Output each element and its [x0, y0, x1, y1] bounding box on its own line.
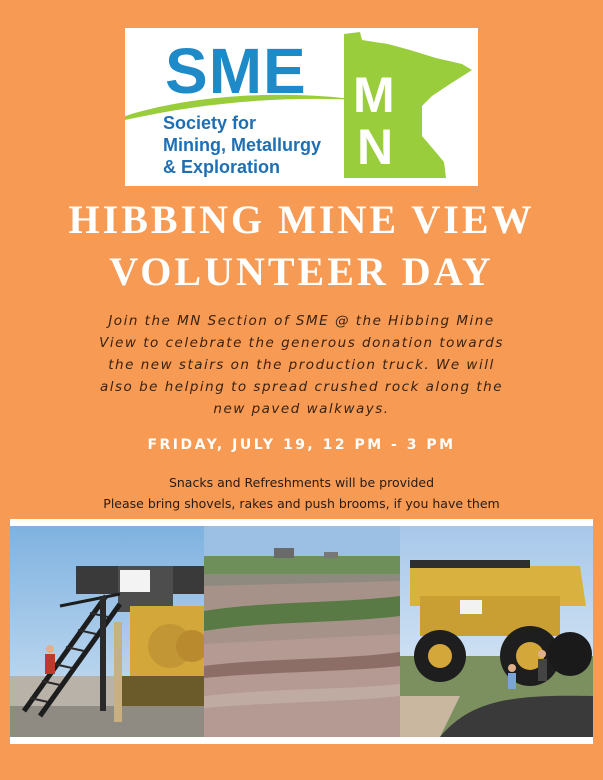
- logo-org-line-3: & Exploration: [163, 157, 281, 177]
- event-description: [85, 310, 518, 420]
- truck-stairs-photo: [10, 526, 204, 737]
- logo-letter-m: M: [353, 67, 395, 123]
- description-line-5: new paved walkways.: [213, 401, 390, 417]
- logo-letter-n: N: [357, 119, 394, 175]
- description-line-3: the new stairs on the production truck. We will: [108, 357, 495, 373]
- logo-org-line-1: Society for: [163, 113, 257, 133]
- logo-org-name: [163, 112, 321, 178]
- title-line-2: VOLUNTEER DAY: [109, 249, 494, 294]
- description-line-2: View to celebrate the generous donation towards: [99, 335, 504, 351]
- note-bring-tools: Please bring shovels, rakes and push brooms, if you have them: [103, 496, 500, 511]
- title-line-1: HIBBING MINE VIEW: [68, 197, 535, 242]
- logo-org-line-2: Mining, Metallurgy: [163, 135, 322, 155]
- photo-strip: [10, 519, 593, 744]
- mine-pit-photo: [204, 526, 400, 737]
- description-line-1: Join the MN Section of SME @ the Hibbing Mine: [108, 313, 495, 329]
- sme-mn-logo: [125, 28, 478, 186]
- haul-truck-photo: [400, 526, 593, 737]
- note-refreshments: Snacks and Refreshments will be provided: [168, 475, 435, 490]
- event-date: FRIDAY, JULY 19, 12 PM - 3 PM: [147, 437, 456, 453]
- logo-sme-text: SME: [165, 35, 307, 107]
- description-line-4: also be helping to spread crushed rock along the: [99, 379, 504, 395]
